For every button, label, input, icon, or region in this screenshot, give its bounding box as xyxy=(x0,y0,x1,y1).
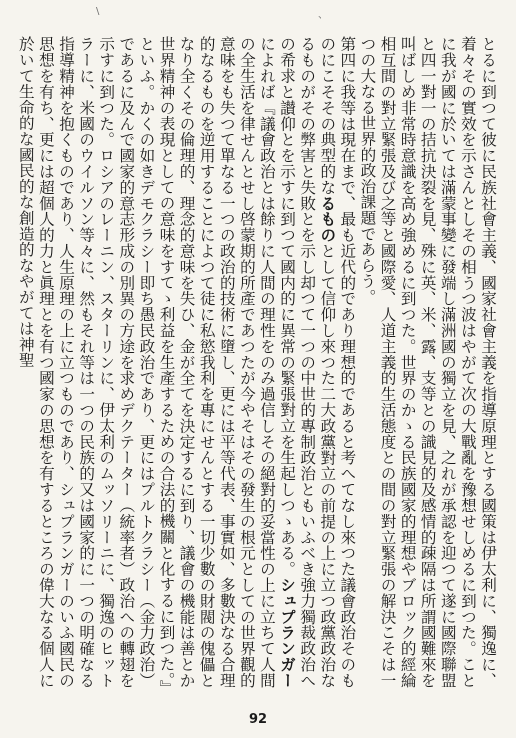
emphasis-run: シュプランガー xyxy=(278,576,297,688)
text-run: として信仰し來つた二大政黨對立の前提の上に立つ政黨政治なるものがその弊害と失敗とを示し却つて一つの中世的專制政治ともいふべき強力獨裁政治への希求と讃仰とを示すに到つて國内的に異常の緊張對立を生起しつゝある。 xyxy=(278,36,337,688)
emphasis-run: るもの xyxy=(318,195,337,243)
text-run: によれば『議會政治とは餘りに人間の理性をのみ過信しその絕對的妥當性の上に立ちて人間の全生活を律せんとせし啓蒙期的所產であつたが今やそはその發生の根元としての世界觀的意味をも失つて單なる一つの政治的技術に墮し、更には平等代表、事實如、多數決なる合理的なるものを逆用することによつて徒に私慾我利を專にせんとする一切少數の財閥の傀儡となり全くその倫理的、理念的意味を失ひ、金が全てを決定するに到り、議會の機能は善とか世界精神の表現としての意味をすてゝ利益を生產するための合法的機關と化するに到つた。』といふ。かくの如きデモクラシー即ち愚民政治であり、更にはプルトクラシー（金力政治）であるに及んで國家的意志形成の別異の方途を求めデクテーター（統率者）政治への轉翅を示すに到つた。ロシアのレーニン、スターリンに、伊太利のムッソリーニに、獨逸のヒットラーに、米國のウイルソン等々に、然もそれ等は一つの民族的又は國家的に一つの明確なる指導精神を抱くものであり、人生原理の上に立つものであり、シュプランガーのいふ國民の思想を有ち、更には超個人的力と眞理とを有つ國家の思想を有するところの偉大なる個人に於いて生命的な國民的な創造的なやがては神聖 xyxy=(16,36,276,688)
paragraph xyxy=(16,36,358,688)
header-mark: 、 xyxy=(318,10,328,21)
body-text xyxy=(16,36,498,688)
text-run: 第四に我等は現在まで、最も近代的であり理想的であると考へてなし來つた議會政治そのものにこそその典型的な xyxy=(318,36,357,688)
text-run: とるに到つて彼に民族社會主義、國家社會主義を指導原理とする國策は伊太利に、獨逸に、着々その實效を示さんとしその相うつ波はやがて次の大戰亂を豫想せしめるに到つた。ことに我が國に於いては滿蒙事變に發端し滿洲國の獨立を見、之れが承認を迎つて遂に國際聯盟と四一對一の拮抗決裂を見、殊に英、米、露、支等との識見的及感情的疎隔は所謂國難來を叫ばしめ非常時意識を高め強めるに到つた。世界のかゝる民族國家的理想やブロック的經綸相互間の對立緊張及び之等と國際愛、人道主義的生活態度との間の對立緊張の解決こそは一つの大なる世界的政治課題であらう。 xyxy=(358,36,497,688)
header-mark: \ xyxy=(96,6,100,17)
page-number: 92 xyxy=(248,712,268,727)
paragraph xyxy=(357,36,498,688)
